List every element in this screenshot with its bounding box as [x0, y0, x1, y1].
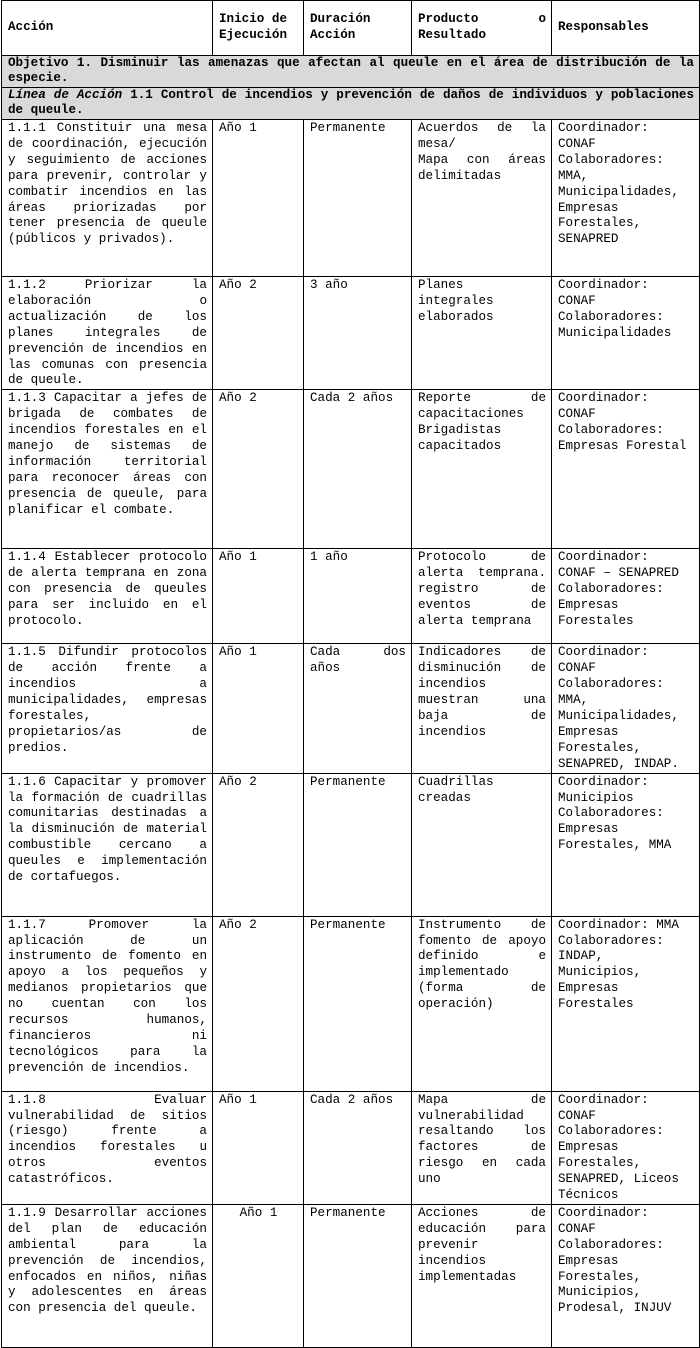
- product-cell: Mapa de vulnerabilidad resaltando los factores de riesgo en cada uno: [412, 1091, 552, 1204]
- header-duracion: Duración Acción: [304, 1, 412, 56]
- duration-cell: Permanente: [304, 120, 412, 277]
- start-cell: Año 1: [213, 549, 304, 644]
- product-cell: Instrumento de fomento de apoyo definido e implementado (forma de operación): [412, 916, 552, 1091]
- action-cell: 1.1.9 Desarrollar acciones del plan de educación ambiental para la prevención de incendios, enfocados en niños, niñas y adolescentes en áreas con presencia del queule.: [2, 1204, 213, 1347]
- table-row: [2, 644, 700, 773]
- objective-text: Objetivo 1. Disminuir las amenazas que afectan al queule en el área de distribución de la especie.: [2, 56, 700, 88]
- action-cell: 1.1.3 Capacitar a jefes de brigada de combates de incendios forestales en el manejo de sistemas de información territorial para reconocer áreas con presencia de queule, para planificar el combate.: [2, 390, 213, 549]
- action-cell: 1.1.2 Priorizar la elaboración o actualización de los planes integrales de prevención de incendios en las comunas con presencia de queule.: [2, 277, 213, 390]
- header-producto: Producto o Resultado: [412, 1, 552, 56]
- table-header-row: [2, 1, 700, 56]
- duration-cell: Cada 2 años: [304, 390, 412, 549]
- table-row: [2, 1091, 700, 1204]
- action-line-row: [2, 88, 700, 120]
- duration-cell: Cada 2 años: [304, 1091, 412, 1204]
- responsible-cell: Coordinador: CONAF Colaboradores: MMA, Municipalidades, Empresas Forestales, SENAPRED, INDAP.: [552, 644, 700, 773]
- action-plan-table: [1, 0, 700, 1348]
- action-line-label: Línea de Acción: [8, 88, 123, 102]
- duration-cell: Permanente: [304, 773, 412, 916]
- product-cell: Protocolo de alerta temprana. registro de eventos de alerta temprana: [412, 549, 552, 644]
- responsible-cell: Coordinador: CONAF Colaboradores: Empresas Forestales, SENAPRED, Liceos Técnicos: [552, 1091, 700, 1204]
- start-cell: Año 2: [213, 277, 304, 390]
- product-cell: Indicadores de disminución de incendios muestran una baja de incendios: [412, 644, 552, 773]
- action-cell: 1.1.6 Capacitar y promover la formación de cuadrillas comunitarias destinadas a la disminución de material combustible cercano a queules e implementación de cortafuegos.: [2, 773, 213, 916]
- duration-cell: Permanente: [304, 916, 412, 1091]
- product-cell: Acciones de educación para prevenir incendios implementadas: [412, 1204, 552, 1347]
- table-row: [2, 916, 700, 1091]
- table-row: [2, 773, 700, 916]
- start-cell: Año 2: [213, 390, 304, 549]
- responsible-cell: Coordinador: CONAF Colaboradores: Empresas Forestal: [552, 390, 700, 549]
- start-cell: Año 1: [213, 1204, 304, 1347]
- responsible-cell: Coordinador: CONAF Colaboradores: MMA, Municipalidades, Empresas Forestales, SENAPRED: [552, 120, 700, 277]
- start-cell: Año 1: [213, 1091, 304, 1204]
- product-cell: Cuadrillas creadas: [412, 773, 552, 916]
- header-responsables: Responsables: [552, 1, 700, 56]
- start-cell: Año 2: [213, 773, 304, 916]
- table-row: [2, 549, 700, 644]
- action-cell: 1.1.7 Promover la aplicación de un instrumento de fomento en apoyo a los pequeños y medianos propietarios que no cuentan con los recursos humanos, financieros ni tecnológicos para la prevención de incendios.: [2, 916, 213, 1091]
- action-line-text: [2, 88, 700, 120]
- start-cell: Año 1: [213, 644, 304, 773]
- start-cell: Año 1: [213, 120, 304, 277]
- action-cell: 1.1.5 Difundir protocolos de acción frente a incendios a municipalidades, empresas forestales, propietarios/as de predios.: [2, 644, 213, 773]
- duration-cell: Permanente: [304, 1204, 412, 1347]
- duration-cell: 3 año: [304, 277, 412, 390]
- duration-cell: 1 año: [304, 549, 412, 644]
- table-row: [2, 390, 700, 549]
- objective-row: [2, 56, 700, 88]
- responsible-cell: Coordinador: CONAF – SENAPRED Colaboradores: Empresas Forestales: [552, 549, 700, 644]
- product-cell: Reporte de capacitaciones Brigadistas capacitados: [412, 390, 552, 549]
- header-inicio: Inicio de Ejecución: [213, 1, 304, 56]
- responsible-cell: Coordinador: MMA Colaboradores: INDAP, Municipios, Empresas Forestales: [552, 916, 700, 1091]
- action-line-description: 1.1 Control de incendios y prevención de daños de individuos y poblaciones de queule.: [8, 88, 694, 118]
- responsible-cell: Coordinador: CONAF Colaboradores: Municipalidades: [552, 277, 700, 390]
- table-row: [2, 120, 700, 277]
- start-cell: Año 2: [213, 916, 304, 1091]
- action-cell: 1.1.1 Constituir una mesa de coordinación, ejecución y seguimiento de acciones para prevenir, controlar y combatir incendios en las áreas priorizadas por tener presencia de queule (públicos y privados).: [2, 120, 213, 277]
- header-accion: Acción: [2, 1, 213, 56]
- product-cell: Planes integrales elaborados: [412, 277, 552, 390]
- action-cell: 1.1.8 Evaluar vulnerabilidad de sitios (riesgo) frente a incendios forestales u otros eventos catastróficos.: [2, 1091, 213, 1204]
- table-row: [2, 1204, 700, 1347]
- table-row: [2, 277, 700, 390]
- action-cell: 1.1.4 Establecer protocolo de alerta temprana en zona con presencia de queules para ser incluido en el protocolo.: [2, 549, 213, 644]
- product-cell: Acuerdos de la mesa/ Mapa con áreas delimitadas: [412, 120, 552, 277]
- responsible-cell: Coordinador: Municipios Colaboradores: Empresas Forestales, MMA: [552, 773, 700, 916]
- duration-cell: Cada dos años: [304, 644, 412, 773]
- responsible-cell: Coordinador: CONAF Colaboradores: Empresas Forestales, Municipios, Prodesal, INJUV: [552, 1204, 700, 1347]
